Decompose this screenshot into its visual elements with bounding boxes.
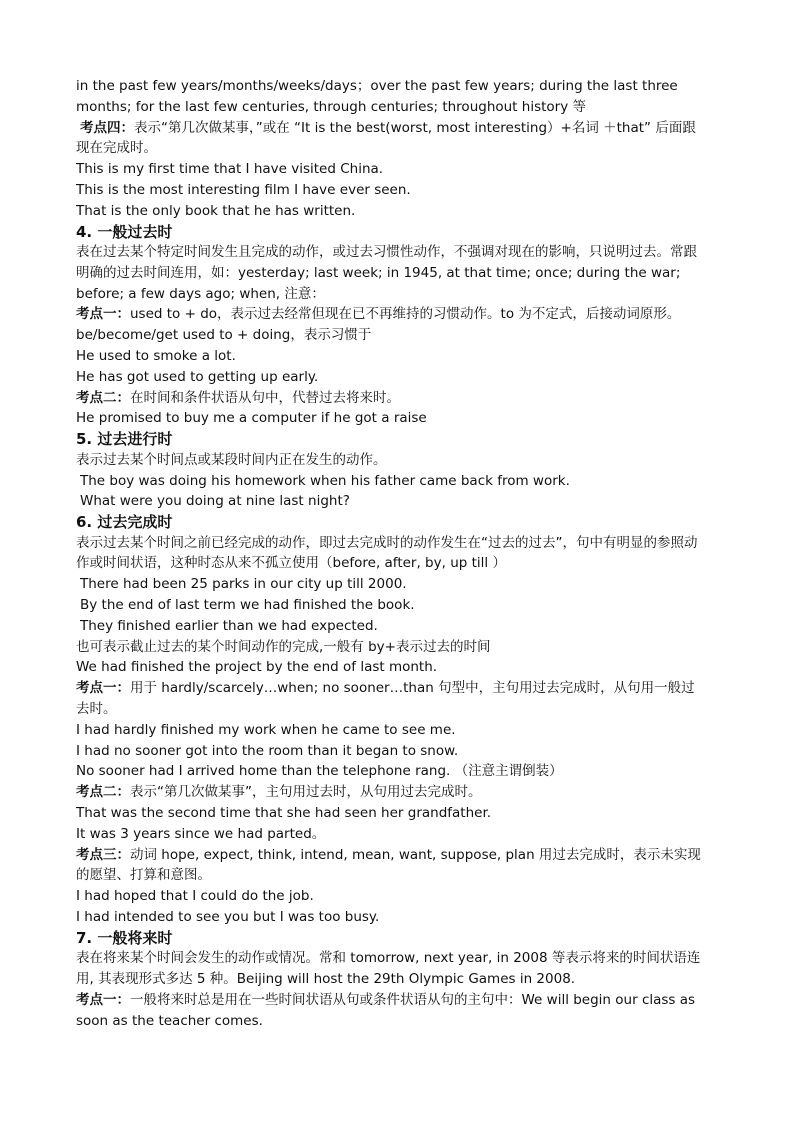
text-line: 也可表示截止过去的某个时间动作的完成,一般有 by+表示过去的时间 xyxy=(76,638,491,655)
document-page xyxy=(76,76,721,1031)
text-line: soon as the teacher comes. xyxy=(76,1012,263,1029)
example-sentence: This is my first time that I have visited China. xyxy=(76,161,384,178)
text-line: 去时。 xyxy=(76,701,117,718)
example-sentence: The boy was doing his homework when his father came back from work. xyxy=(80,472,570,489)
example-sentence: That was the second time that she had seen her grandfather. xyxy=(76,805,492,821)
key-point-line xyxy=(76,678,721,699)
text-line: be/become/get used to + doing，表示习惯于 xyxy=(76,327,372,344)
text-line: in the past few years/months/weeks/days；over the past few years; during the last three xyxy=(76,78,678,94)
example-sentence: I had intended to see you but I was too busy. xyxy=(76,908,380,925)
text-line: 表示过去某个时间点或某段时间内正在发生的动作。 xyxy=(76,451,387,468)
key-point-label: 考点四： xyxy=(80,119,134,136)
example-sentence: He has got used to getting up early. xyxy=(76,368,319,385)
key-point-text: 表示“第几次做某事”，主句用过去时，从句用过去完成时。 xyxy=(130,784,482,801)
example-sentence: This is the most interesting film I have ever seen. xyxy=(76,181,411,198)
key-point-text: 表示“第几次做某事，”或在 “It is the best(worst, most interesting）+名词 ＋that” 后面跟 xyxy=(134,119,696,136)
key-point-line xyxy=(76,304,721,325)
key-point-label: 考点一： xyxy=(76,991,130,1008)
key-point-text: used to + do，表示过去经常但现在已不再维持的习惯动作。to 为不定式，后接动词原形。 xyxy=(130,306,681,323)
text-line: 明确的过去时间连用，如：yesterday; last week; in 1945, at that time; once; during the war; xyxy=(76,264,681,281)
example-sentence: They finished earlier than we had expected. xyxy=(80,617,378,634)
key-point-label: 考点一： xyxy=(76,306,130,323)
key-point-label: 考点二： xyxy=(76,784,130,801)
key-point-line xyxy=(76,845,721,866)
section-heading: 5. 过去进行时 xyxy=(76,430,173,449)
text-line: months; for the last few centuries, through centuries; throughout history 等 xyxy=(76,98,586,115)
example-sentence: There had been 25 parks in our city up till 2000. xyxy=(80,576,407,593)
example-sentence: What were you doing at nine last night? xyxy=(80,493,350,510)
example-sentence: It was 3 years since we had parted。 xyxy=(76,825,326,842)
text-line: 的愿望、打算和意图。 xyxy=(76,867,211,884)
key-point-line xyxy=(76,782,721,803)
section-heading: 4. 一般过去时 xyxy=(76,222,173,241)
text-line: 表示过去某个时间之前已经完成的动作，即过去完成时的动作发生在“过去的过去”，句中有明显的参照动 xyxy=(76,534,698,551)
text-line: before; a few days ago; when, 注意： xyxy=(76,285,325,302)
key-point-text: 一般将来时总是用在一些时间状语从句或条件状语从句的主句中：We will begin our class as xyxy=(130,991,696,1008)
key-point-label: 考点一： xyxy=(76,680,130,697)
example-sentence: That is the only book that he has written. xyxy=(76,202,356,219)
key-point-text: 用于 hardly/scarcely…when; no sooner…than 句型中，主句用过去完成时，从句用一般过 xyxy=(130,680,695,697)
example-sentence: By the end of last term we had finished the book. xyxy=(80,597,415,614)
section-heading: 6. 过去完成时 xyxy=(76,513,173,532)
example-sentence: He promised to buy me a computer if he got a raise xyxy=(76,410,427,427)
text-line: 表在过去某个特定时间发生且完成的动作，或过去习惯性动作，不强调对现在的影响，只说明过去。常跟 xyxy=(76,244,697,261)
key-point-line xyxy=(76,388,721,409)
key-point-label: 考点二： xyxy=(76,389,130,406)
key-point-text: 在时间和条件状语从句中，代替过去将来时。 xyxy=(130,389,400,406)
example-sentence: No sooner had I arrived home than the telephone rang. （注意主谓倒装） xyxy=(76,763,563,780)
text-line: 用, 其表现形式多达 5 种。Beijing will host the 29th Olympic Games in 2008. xyxy=(76,971,576,988)
example-sentence: I had hoped that I could do the job. xyxy=(76,888,314,905)
section-heading: 7. 一般将来时 xyxy=(76,928,173,947)
key-point-label: 考点三： xyxy=(76,846,130,863)
text-line: 现在完成时。 xyxy=(76,140,157,157)
example-sentence: He used to smoke a lot. xyxy=(76,348,236,365)
text-line: 作或时间状语，这种时态从来不孤立使用（before, after, by, up till ） xyxy=(76,555,506,572)
key-point-text: 动词 hope, expect, think, intend, mean, want, suppose, plan 用过去完成时，表示未实现 xyxy=(130,846,701,863)
example-sentence: I had no sooner got into the room than it began to snow. xyxy=(76,742,459,759)
example-sentence: I had hardly finished my work when he came to see me. xyxy=(76,721,456,738)
text-line: 表在将来某个时间会发生的动作或情况。常和 tomorrow, next year, in 2008 等表示将来的时间状语连 xyxy=(76,950,701,967)
example-sentence: We had finished the project by the end of last month. xyxy=(76,659,438,676)
key-point-line xyxy=(76,118,721,139)
key-point-line xyxy=(76,990,721,1011)
